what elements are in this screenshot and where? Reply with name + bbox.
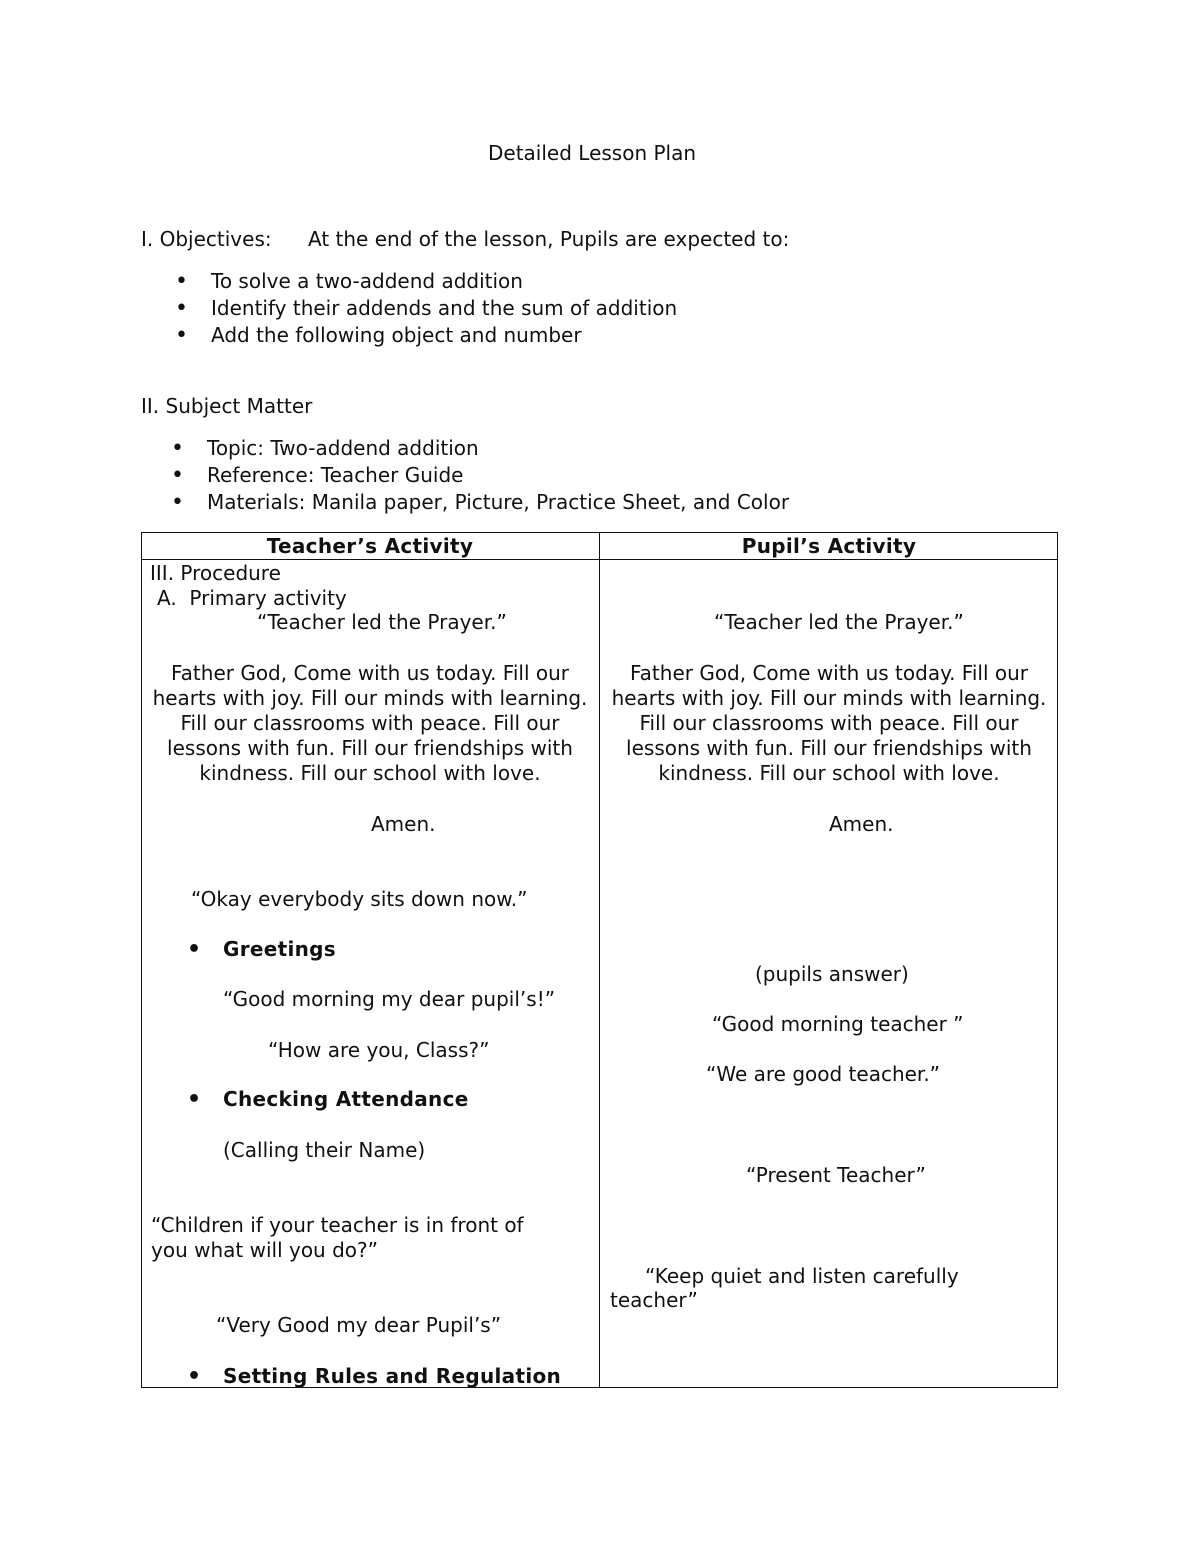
- we-are-good-teacher: “We are good teacher.”: [706, 1062, 941, 1086]
- objective-item: • To solve a two-addend addition: [211, 269, 523, 294]
- teacher-question-line-2: you what will you do?”: [151, 1238, 378, 1262]
- very-good-praise: “Very Good my dear Pupil’s”: [216, 1313, 502, 1337]
- objective-item: • Identify their addends and the sum of addition: [211, 296, 677, 321]
- teacher-led-prayer: “Teacher led the Prayer.”: [257, 610, 507, 634]
- objectives-intro: At the end of the lesson, Pupils are expected to:: [308, 227, 790, 251]
- keep-quiet-line-2: teacher”: [610, 1288, 698, 1312]
- calling-names: (Calling their Name): [223, 1138, 426, 1162]
- pupil-prayer-amen: Amen.: [829, 812, 894, 836]
- sit-down-instruction: “Okay everybody sits down now.”: [191, 887, 528, 911]
- subject-item: • Reference: Teacher Guide: [207, 463, 463, 488]
- pupil-prayer-text: Father God, Come with us today. Fill our hearts with joy. Fill our minds with learning. Fill our classrooms with peace. Fill our lessons with fun. Fill our friendships with kindness. Fill our school with love.: [611, 661, 1047, 785]
- subject-item: • Materials: Manila paper, Picture, Practice Sheet, and Color: [207, 490, 789, 515]
- present-teacher: “Present Teacher”: [746, 1163, 926, 1187]
- table-column-divider: [599, 532, 600, 1388]
- pupils-answer: (pupils answer): [755, 962, 909, 986]
- good-morning-greeting: “Good morning my dear pupil’s!”: [223, 987, 556, 1011]
- primary-activity-heading: A. Primary activity: [157, 586, 347, 610]
- subject-item: • Topic: Two-addend addition: [207, 436, 479, 461]
- document-title: Detailed Lesson Plan: [488, 141, 697, 165]
- setting-rules-heading: • Setting Rules and Regulation: [223, 1364, 561, 1389]
- greetings-heading: • Greetings: [223, 937, 336, 962]
- good-morning-teacher: “Good morning teacher ”: [712, 1012, 964, 1036]
- checking-attendance-heading: • Checking Attendance: [223, 1087, 469, 1112]
- how-are-you-question: “How are you, Class?”: [268, 1038, 490, 1062]
- objectives-label: I. Objectives:: [141, 227, 272, 251]
- teacher-prayer-amen: Amen.: [371, 812, 436, 836]
- procedure-heading: III. Procedure: [150, 561, 281, 585]
- teacher-activity-header: Teacher’s Activity: [266, 534, 474, 558]
- pupil-led-prayer: “Teacher led the Prayer.”: [714, 610, 964, 634]
- objective-item: • Add the following object and number: [211, 323, 582, 348]
- keep-quiet-line-1: “Keep quiet and listen carefully: [645, 1264, 959, 1288]
- pupil-activity-header: Pupil’s Activity: [741, 534, 917, 558]
- subject-matter-label: II. Subject Matter: [141, 394, 313, 418]
- teacher-question-line-1: “Children if your teacher is in front of: [151, 1213, 524, 1237]
- teacher-prayer-text: Father God, Come with us today. Fill our hearts with joy. Fill our minds with learning. Fill our classrooms with peace. Fill our lessons with fun. Fill our friendships with kindness. Fill our school with love.: [152, 661, 588, 785]
